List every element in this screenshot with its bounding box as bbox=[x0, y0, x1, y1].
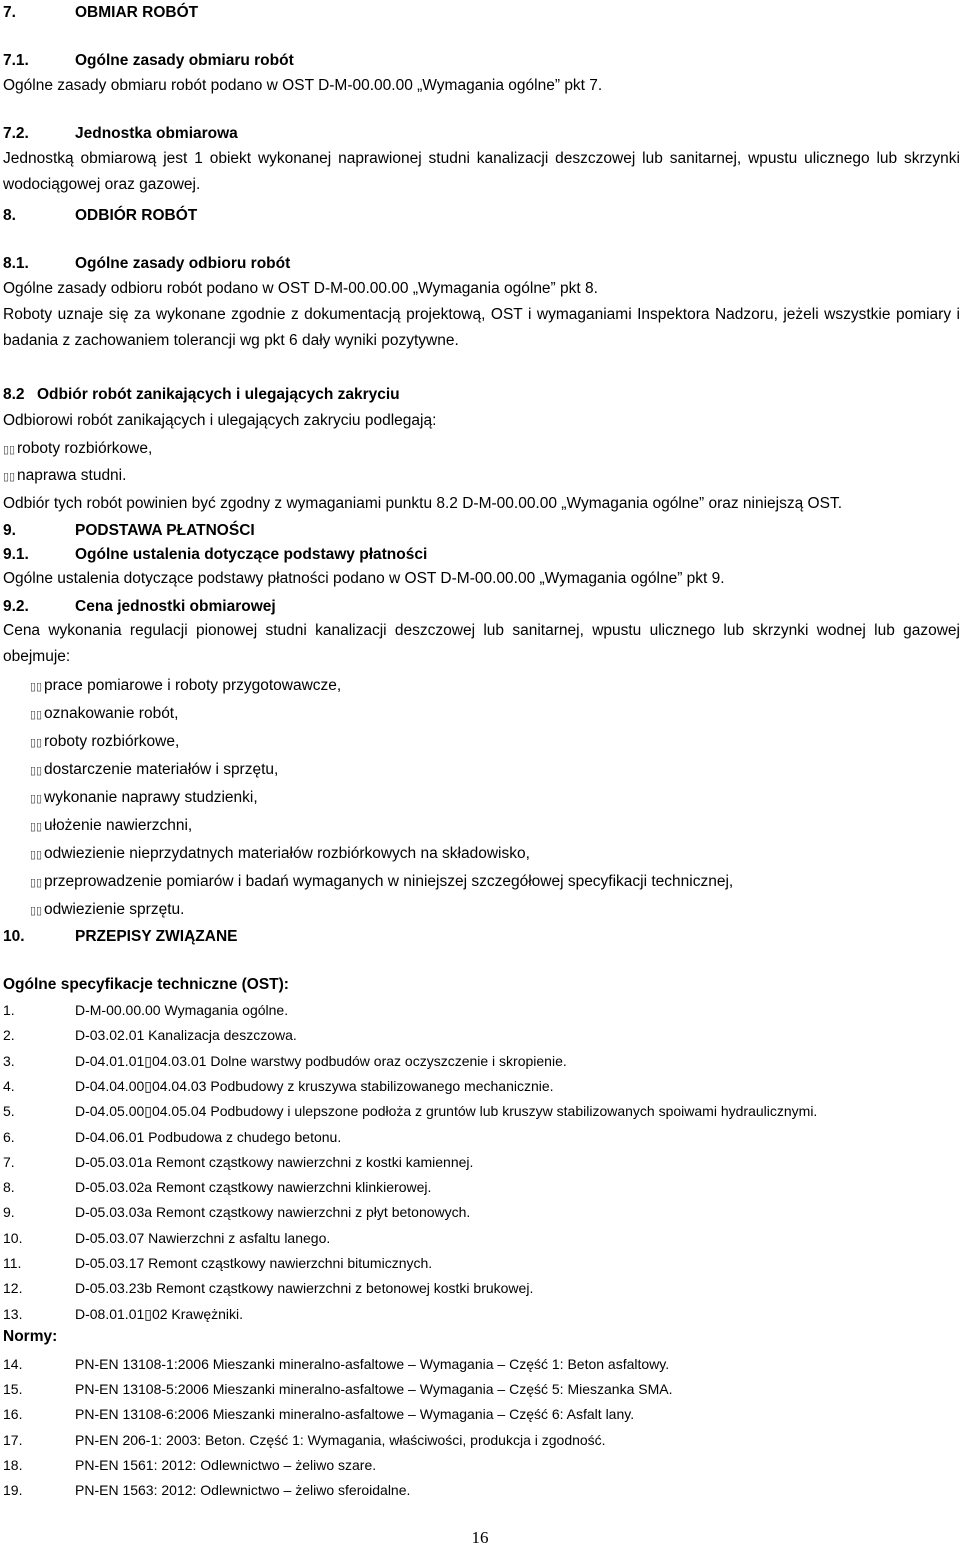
reference-item bbox=[3, 1354, 669, 1374]
reference-number: 2. bbox=[3, 1027, 15, 1044]
list-item: ▯▯ odwiezienie sprzętu. bbox=[30, 900, 184, 921]
heading-7-2: 7.2. Jednostka obmiarowa bbox=[3, 125, 238, 142]
paragraph-9-1: Ogólne ustalenia dotyczące podstawy płatności podano w OST D-M-00.00.00 „Wymagania ogólne” pkt 9. bbox=[3, 570, 725, 587]
reference-number: 4. bbox=[3, 1077, 15, 1094]
reference-item bbox=[3, 1127, 341, 1147]
reference-number: 3. bbox=[3, 1052, 15, 1069]
reference-text: D-05.03.07 Nawierzchni z asfaltu lanego. bbox=[75, 1229, 331, 1246]
reference-text: PN-EN 13108-1:2006 Mieszanki mineralno-asfaltowe – Wymagania – Część 1: Beton asfaltowy. bbox=[75, 1356, 670, 1372]
reference-item bbox=[3, 1152, 473, 1172]
reference-text: D-05.03.02a Remont cząstkowy nawierzchni klinkierowej. bbox=[75, 1179, 432, 1196]
reference-number: 14. bbox=[3, 1356, 23, 1372]
reference-text: PN-EN 13108-5:2006 Mieszanki mineralno-asfaltowe – Wymagania – Część 5: Mieszanka SMA. bbox=[75, 1381, 673, 1398]
list-item: ▯▯ dostarczenie materiałów i sprzętu, bbox=[30, 760, 278, 781]
reference-number: 6. bbox=[3, 1128, 15, 1145]
reference-text: PN-EN 1563: 2012: Odlewnictwo – żeliwo sferoidalne. bbox=[75, 1482, 411, 1498]
reference-item bbox=[3, 1025, 297, 1045]
reference-number: 10. bbox=[3, 1229, 23, 1246]
paragraph-7-2: Jednostką obmiarową jest 1 obiekt wykonanej naprawionej studni kanalizacji deszczowej lub sanitarnej, wpustu ulicznego lub skrzynki wodociągowej oraz gazowej. bbox=[3, 150, 960, 193]
list-item: ▯▯ prace pomiarowe i roboty przygotowawcze, bbox=[30, 676, 341, 697]
reference-item bbox=[3, 1051, 567, 1071]
bullet-icon: ▯▯ bbox=[30, 681, 43, 693]
bullet-icon: ▯▯ bbox=[3, 444, 16, 456]
reference-item bbox=[3, 1202, 470, 1222]
list-item: ▯▯ roboty rozbiórkowe, bbox=[30, 732, 179, 753]
reference-item bbox=[3, 1455, 376, 1475]
reference-text: D-04.06.01 Podbudowa z chudego betonu. bbox=[75, 1128, 342, 1145]
reference-item bbox=[3, 1278, 533, 1298]
list-item: ▯▯ naprawa studni. bbox=[3, 466, 126, 487]
reference-item bbox=[3, 1480, 410, 1500]
reference-number: 7. bbox=[3, 1153, 15, 1170]
bullet-icon: ▯▯ bbox=[30, 737, 43, 749]
heading-7-1: 7.1. Ogólne zasady obmiaru robót bbox=[3, 52, 294, 69]
reference-number: 19. bbox=[3, 1482, 23, 1498]
heading-9: 9. PODSTAWA PŁATNOŚCI bbox=[3, 522, 255, 539]
reference-item bbox=[3, 1304, 243, 1324]
heading-10: 10. PRZEPISY ZWIĄZANE bbox=[3, 928, 238, 945]
reference-text: PN-EN 1561: 2012: Odlewnictwo – żeliwo szare. bbox=[75, 1456, 377, 1473]
reference-text: D-04.05.00▯04.05.04 Podbudowy i ulepszone podłoża z gruntów lub kruszyw stabilizowanych spoiwami hydraulicznymi. bbox=[75, 1103, 818, 1120]
paragraph-7-1: Ogólne zasady obmiaru robót podano w OST D-M-00.00.00 „Wymagania ogólne” pkt 7. bbox=[3, 77, 603, 94]
heading-8-2: 8.2 Odbiór robót zanikających i ulegających zakryciu bbox=[3, 386, 400, 403]
reference-number: 16. bbox=[3, 1406, 23, 1423]
list-item: ▯▯ roboty rozbiórkowe, bbox=[3, 439, 152, 460]
reference-item bbox=[3, 1404, 634, 1424]
bullet-icon: ▯▯ bbox=[30, 877, 43, 889]
reference-item bbox=[3, 1379, 672, 1399]
paragraph-8-1-b: Roboty uznaje się za wykonane zgodnie z dokumentacją projektową, OST i wymaganiami Inspektora Nadzoru, jeżeli wszystkie pomiary i badania z zachowaniem tolerancji wg pkt 6 dały wyniki pozytywne. bbox=[3, 306, 960, 349]
reference-text: D-03.02.01 Kanalizacja deszczowa. bbox=[75, 1027, 297, 1044]
reference-number: 8. bbox=[3, 1179, 15, 1196]
heading-9-1: 9.1. Ogólne ustalenia dotyczące podstawy płatności bbox=[3, 546, 428, 563]
bullet-icon: ▯▯ bbox=[30, 821, 43, 833]
reference-item bbox=[3, 1101, 817, 1121]
normy-heading: Normy: bbox=[3, 1328, 58, 1345]
list-item: ▯▯ oznakowanie robót, bbox=[30, 704, 178, 725]
paragraph-8-2-outro: Odbiór tych robót powinien być zgodny z wymaganiami punktu 8.2 D-M-00.00.00 „Wymagania ogólne” oraz niniejszą OST. bbox=[3, 495, 842, 512]
reference-number: 9. bbox=[3, 1204, 15, 1221]
heading-7: 7. OBMIAR ROBÓT bbox=[3, 4, 199, 21]
list-item: ▯▯ przeprowadzenie pomiarów i badań wymaganych w niniejszej szczegółowej specyfikacji technicznej, bbox=[30, 872, 733, 893]
reference-number: 18. bbox=[3, 1456, 23, 1473]
reference-item bbox=[3, 1076, 554, 1096]
reference-text: D-05.03.17 Remont cząstkowy nawierzchni bitumicznych. bbox=[75, 1255, 433, 1271]
heading-8-1: 8.1. Ogólne zasady odbioru robót bbox=[3, 255, 291, 272]
paragraph-8-1-a: Ogólne zasady odbioru robót podano w OST D-M-00.00.00 „Wymagania ogólne” pkt 8. bbox=[3, 280, 598, 297]
reference-item bbox=[3, 1253, 432, 1273]
reference-number: 1. bbox=[3, 1002, 15, 1018]
list-item: ▯▯ odwiezienie nieprzydatnych materiałów rozbiórkowych na składowisko, bbox=[30, 844, 530, 865]
reference-number: 13. bbox=[3, 1305, 23, 1322]
reference-item bbox=[3, 1000, 288, 1020]
reference-text: D-08.01.01▯02 Krawężniki. bbox=[75, 1305, 244, 1322]
heading-8: 8. ODBIÓR ROBÓT bbox=[3, 207, 198, 224]
reference-text: D-04.04.00▯04.04.03 Podbudowy z kruszywa stabilizowanego mechanicznie. bbox=[75, 1077, 554, 1094]
list-item: ▯▯ wykonanie naprawy studzienki, bbox=[30, 788, 258, 809]
reference-item bbox=[3, 1430, 606, 1450]
bullet-icon: ▯▯ bbox=[30, 849, 43, 861]
reference-number: 15. bbox=[3, 1381, 23, 1398]
list-item: ▯▯ ułożenie nawierzchni, bbox=[30, 816, 192, 837]
reference-number: 11. bbox=[3, 1255, 22, 1271]
bullet-icon: ▯▯ bbox=[30, 765, 43, 777]
reference-text: D-05.03.03a Remont cząstkowy nawierzchni z płyt betonowych. bbox=[75, 1204, 471, 1221]
paragraph-8-2-intro: Odbiorowi robót zanikających i ulegających zakryciu podlegają: bbox=[3, 412, 437, 429]
reference-text: D-05.03.01a Remont cząstkowy nawierzchni z kostki kamiennej. bbox=[75, 1153, 474, 1170]
reference-text: D-04.01.01▯04.03.01 Dolne warstwy podbudów oraz oczyszczenie i skropienie. bbox=[75, 1052, 567, 1069]
bullet-icon: ▯▯ bbox=[30, 709, 43, 721]
reference-item bbox=[3, 1177, 431, 1197]
bullet-icon: ▯▯ bbox=[3, 471, 16, 483]
reference-number: 12. bbox=[3, 1280, 23, 1297]
ost-heading: Ogólne specyfikacje techniczne (OST): bbox=[3, 976, 289, 993]
bullet-icon: ▯▯ bbox=[30, 793, 43, 805]
reference-text: PN-EN 13108-6:2006 Mieszanki mineralno-asfaltowe – Wymagania – Część 6: Asfalt lany. bbox=[75, 1406, 635, 1423]
bullet-icon: ▯▯ bbox=[30, 905, 43, 917]
heading-9-2: 9.2. Cena jednostki obmiarowej bbox=[3, 598, 276, 615]
reference-item bbox=[3, 1228, 330, 1248]
reference-number: 17. bbox=[3, 1431, 23, 1448]
paragraph-9-2: Cena wykonania regulacji pionowej studni kanalizacji deszczowej lub sanitarnej, wpustu ulicznego lub skrzynki wodnej lub gazowej obejmuje: bbox=[3, 622, 960, 665]
reference-text: D-05.03.23b Remont cząstkowy nawierzchni z betonowej kostki brukowej. bbox=[75, 1280, 534, 1297]
reference-text: PN-EN 206-1: 2003: Beton. Część 1: Wymagania, właściwości, produkcja i zgodność. bbox=[75, 1431, 606, 1448]
reference-text: D-M-00.00.00 Wymagania ogólne. bbox=[75, 1002, 289, 1018]
page-number: 16 bbox=[471, 1528, 489, 1547]
reference-number: 5. bbox=[3, 1103, 15, 1120]
